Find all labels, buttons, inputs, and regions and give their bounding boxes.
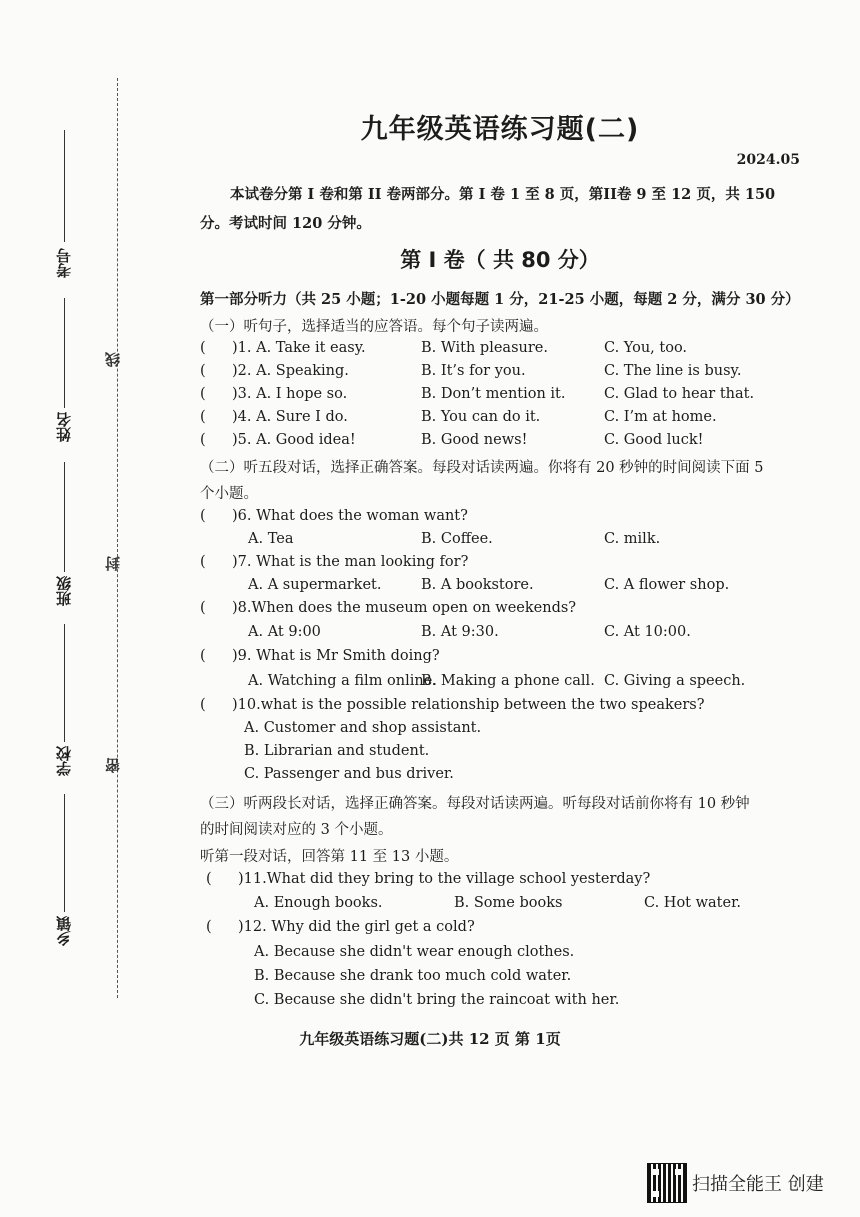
- part1-heading: 第一部分听力（共 25 小题；1-20 小题每题 1 分，21-25 小题，每题 2 分，满分 30 分）: [200, 291, 800, 308]
- question-6-stem: )6. What does the woman want?: [232, 508, 468, 524]
- answer-paren: (: [206, 871, 212, 887]
- seal-char: 密: [104, 758, 122, 773]
- seal-char: 线: [104, 352, 122, 367]
- answer-paren: (: [200, 432, 206, 448]
- option-b: B. You can do it.: [421, 409, 541, 425]
- question-stem-option-a: )3. A. I hope so.: [232, 386, 348, 402]
- question-7-option-a: A. A supermarket.: [248, 577, 382, 593]
- option-c: C. Good luck!: [604, 432, 704, 448]
- question-12-option-a: A. Because she didn't wear enough clothes.: [254, 944, 575, 960]
- question-8-option-c: C. At 10:00.: [604, 624, 691, 640]
- exam-date: 2024.05: [736, 152, 800, 168]
- option-b: B. It’s for you.: [421, 363, 526, 379]
- question-7-stem: )7. What is the man looking for?: [232, 554, 469, 570]
- section-title: 第 I 卷（ 共 80 分）: [400, 248, 600, 272]
- sub1-instruction: （一）听句子，选择适当的应答语。每个句子读两遍。: [200, 319, 548, 335]
- question-stem-option-a: )2. A. Speaking.: [232, 363, 349, 379]
- exam-intro: 本试卷分第 I 卷和第 II 卷两部分。第 I 卷 1 至 8 页，第II卷 9 至 12 页，共 150 分。考试时间 120 分钟。: [200, 186, 776, 232]
- question-11-option-c: C. Hot water.: [644, 895, 742, 911]
- question-10-option-b: B. Librarian and student.: [244, 743, 430, 759]
- question-11-option-a: A. Enough books.: [254, 895, 383, 911]
- question-stem-option-a: )1. A. Take it easy.: [232, 340, 366, 356]
- question-6-option-b: B. Coffee.: [421, 531, 493, 547]
- question-11-stem: )11.What did they bring to the village school yesterday?: [238, 871, 651, 887]
- question-7-option-b: B. A bookstore.: [421, 577, 534, 593]
- sub2-instruction: （二）听五段对话，选择正确答案。每段对话读两遍。你将有 20 秒钟的时间阅读下面 5: [200, 460, 764, 476]
- question-9-stem: )9. What is Mr Smith doing?: [232, 648, 440, 664]
- binding-dashed-line: [117, 78, 118, 998]
- option-b: B. With pleasure.: [421, 340, 548, 356]
- scanner-watermark: 扫描全能王 创建: [692, 1174, 824, 1195]
- question-8-stem: )8.When does the museum open on weekends?: [232, 600, 577, 616]
- question-8-option-b: B. At 9:30.: [421, 624, 499, 640]
- field-label: 姓名: [55, 412, 73, 442]
- question-6-option-a: A. Tea: [248, 531, 294, 547]
- question-stem-option-a: )5. A. Good idea!: [232, 432, 356, 448]
- field-underline: [64, 794, 65, 912]
- option-c: C. The line is busy.: [604, 363, 742, 379]
- field-label: 班级: [55, 576, 73, 606]
- field-underline: [64, 462, 65, 572]
- question-8-option-a: A. At 9:00: [248, 624, 321, 640]
- answer-paren: (: [200, 648, 206, 664]
- question-7-option-c: C. A flower shop.: [604, 577, 730, 593]
- field-underline: [64, 130, 65, 242]
- question-12-option-b: B. Because she drank too much cold water.: [254, 968, 572, 984]
- answer-paren: (: [200, 554, 206, 570]
- option-b: B. Don’t mention it.: [421, 386, 566, 402]
- field-underline: [64, 624, 65, 742]
- question-stem-option-a: )4. A. Sure I do.: [232, 409, 348, 425]
- answer-paren: (: [200, 386, 206, 402]
- dialogue-1-instruction: 听第一段对话，回答第 11 至 13 小题。: [200, 849, 459, 865]
- question-9-option-a: A. Watching a film online.: [248, 673, 437, 689]
- answer-paren: (: [200, 363, 206, 379]
- answer-paren: (: [206, 919, 212, 935]
- sub2-instruction-cont: 个小题。: [200, 486, 258, 502]
- question-9-option-b: B. Making a phone call.: [421, 673, 595, 689]
- option-c: C. Glad to hear that.: [604, 386, 755, 402]
- answer-paren: (: [200, 697, 206, 713]
- answer-paren: (: [200, 409, 206, 425]
- question-6-option-c: C. milk.: [604, 531, 661, 547]
- seal-char: 封: [104, 556, 122, 571]
- question-9-option-c: C. Giving a speech.: [604, 673, 746, 689]
- field-label: 学校: [55, 746, 73, 776]
- field-class: [50, 462, 80, 622]
- field-exam-number: [50, 130, 80, 290]
- qr-code-icon: [647, 1163, 687, 1203]
- question-10-stem: )10.what is the possible relationship between the two speakers?: [232, 697, 705, 713]
- answer-paren: (: [200, 600, 206, 616]
- field-label: 考号: [55, 248, 73, 278]
- field-label: 乡镇: [55, 916, 73, 946]
- page-footer: 九年级英语练习题(二)共 12 页 第 1页: [299, 1030, 561, 1048]
- option-b: B. Good news!: [421, 432, 528, 448]
- sub3-instruction: （三）听两段长对话，选择正确答案。每段对话读两遍。听每段对话前你将有 10 秒钟: [200, 796, 750, 812]
- answer-paren: (: [200, 508, 206, 524]
- field-town: [50, 794, 80, 954]
- sub3-instruction-cont: 的时间阅读对应的 3 个小题。: [200, 822, 393, 838]
- answer-paren: (: [200, 340, 206, 356]
- option-c: C. I’m at home.: [604, 409, 717, 425]
- field-school: [50, 624, 80, 784]
- exam-title: 九年级英语练习题(二): [360, 114, 640, 145]
- question-11-option-b: B. Some books: [454, 895, 563, 911]
- question-10-option-a: A. Customer and shop assistant.: [244, 720, 482, 736]
- option-c: C. You, too.: [604, 340, 688, 356]
- field-name: [50, 298, 80, 458]
- question-10-option-c: C. Passenger and bus driver.: [244, 766, 454, 782]
- field-underline: [64, 298, 65, 408]
- question-12-stem: )12. Why did the girl get a cold?: [238, 919, 475, 935]
- question-12-option-c: C. Because she didn't bring the raincoat with her.: [254, 992, 620, 1008]
